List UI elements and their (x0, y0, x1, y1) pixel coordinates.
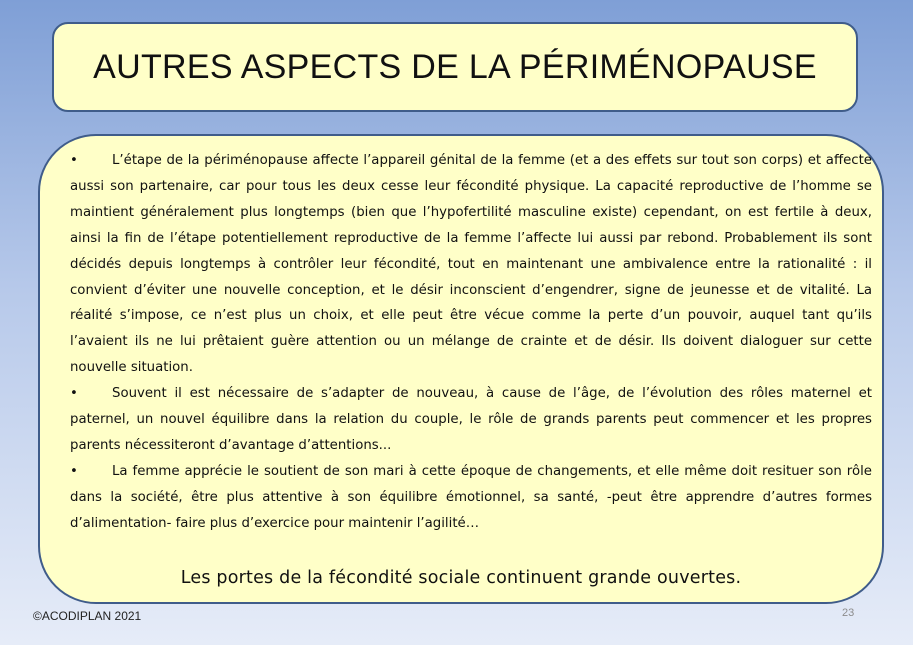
content-box (38, 134, 884, 604)
copyright-footer: ©ACODIPLAN 2021 (33, 609, 142, 623)
title-box (52, 22, 858, 112)
closing-statement: Les portes de la fécondité sociale continuent grande ouvertes. (180, 568, 742, 588)
bullet-paragraph-3 (70, 459, 872, 537)
page-number: 23 (842, 607, 855, 619)
paragraph-text: L’étape de la périménopause affecte l’appareil génital de la femme (et a des effets sur tout son corps) et affecte aussi son partenaire, car pour tous les deux cesse leur fécondité physique. La capacité reproductive de l’homme se maintient généralement plus longtemps (bien que l’hypofertilité masculine existe) cependant, on est fertile à deux, ainsi la fin de l’étape potentiellement reproductive de la femme l’affecte lui aussi par rebond. Probablement ils sont décidés depuis longtemps à contrôler leur fécondité, tout en maintenant une ambivalence entre la rationalité : il convient d’éviter une nouvelle conception, et le désir inconscient d’engendrer, signe de jeunesse et de vitalité. La réalité s’impose, ce n’est plus un choix, et elle peut être vécue comme la perte d’un pouvoir, auquel tant qu’ils l’avaient ils ne lui prêtaient guère attention ou un mélange de crainte et de désir. Ils doivent dialoguer sur cette nouvelle situation. (70, 153, 872, 376)
bullet-list (70, 148, 872, 537)
bullet-paragraph-2 (70, 381, 872, 459)
bullet-icon: • (70, 153, 78, 168)
slide-title: AUTRES ASPECTS DE LA PÉRIMÉNOPAUSE (93, 47, 817, 86)
bullet-icon: • (70, 463, 78, 479)
bullet-icon: • (70, 386, 78, 402)
paragraph-text: Souvent il est nécessaire de s’adapter de nouveau, à cause de l’âge, de l’évolution des rôles maternel et paternel, un nouvel équilibre dans la relation du couple, le rôle de grands parents peut commencer et les propres parents nécessiteront d’avantage d’attentions... (70, 386, 872, 453)
bullet-paragraph-1 (70, 148, 872, 381)
paragraph-text: La femme apprécie le soutient de son mari à cette époque de changements, et elle même doit resituer son rôle dans la société, être plus attentive à son équilibre émotionnel, sa santé, -peut être apprendre d’autres formes d’alimentation- faire plus d’exercice pour maintenir l’agilité… (70, 463, 872, 531)
